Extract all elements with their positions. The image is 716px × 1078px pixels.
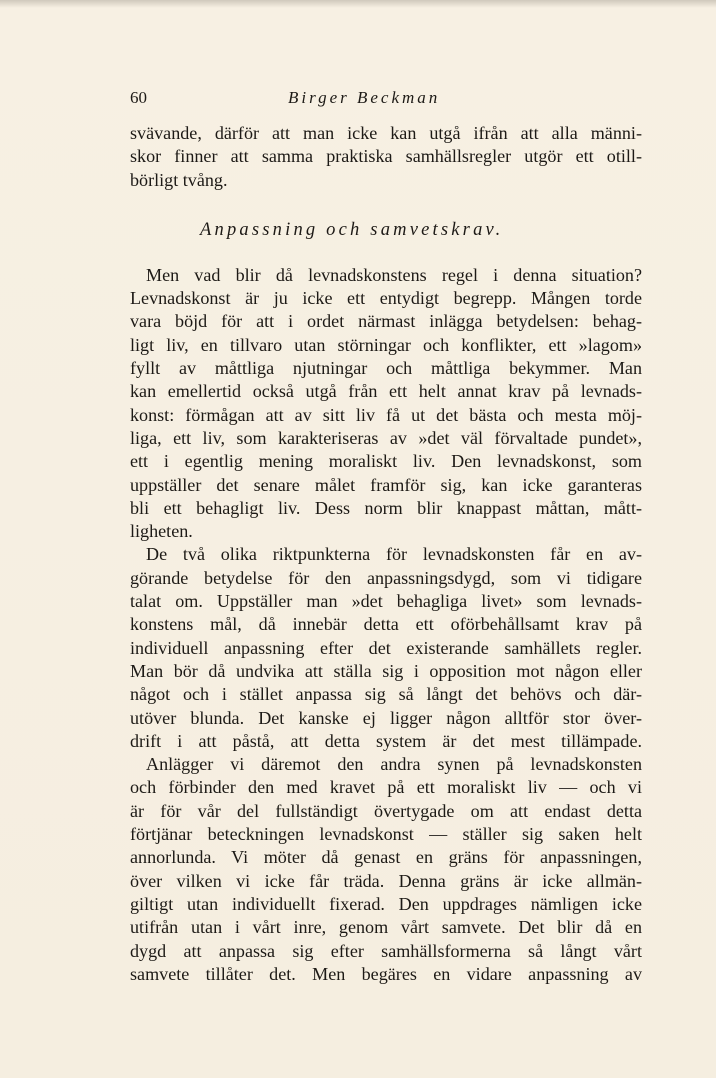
text-line: talat om. Uppställer man »det behagliga livet» som levnads- [130, 591, 642, 612]
text-line: konstens mål, då innebär detta ett oförbehållsamt krav på [130, 614, 642, 635]
text-line: Man bör då undvika att ställa sig i opposition mot någon eller [130, 660, 642, 681]
text-line: Anlägger vi däremot den andra synen på levnadskonsten [146, 754, 642, 775]
text-line: Men vad blir då levnadskonstens regel i denna situation? [146, 264, 642, 285]
text-line: något och i stället anpassa sig så långt det behövs och där- [130, 684, 642, 705]
text-line: annorlunda. Vi möter då genast en gräns för anpassningen, [130, 847, 642, 868]
text-line: förtjänar beteckningen levnadskonst — ställer sig saken helt [130, 824, 642, 845]
text-line: fyllt av måttliga njutningar och måttliga bekymmer. Man [130, 358, 642, 379]
text-line: Levnadskonst är ju icke ett entydigt begrepp. Mången torde [130, 288, 642, 309]
opening-paragraph [130, 122, 642, 192]
paragraph-3 [130, 753, 642, 986]
running-title: Birger Beckman [288, 88, 441, 107]
text-line: över vilken vi icke får träda. Denna gräns är icke allmän- [130, 870, 642, 891]
text-line: samvete tillåter det. Men begäres en vidare anpassning av [130, 963, 642, 984]
text-line: uppställer det senare målet framför sig, kan icke garanteras [130, 474, 642, 495]
text-line: ligt liv, en tillvaro utan störningar och konflikter, ett »lagom» [130, 334, 642, 355]
running-head [130, 88, 640, 112]
text-line: och förbinder den med kravet på ett moraliskt liv — och vi [130, 777, 642, 798]
text-line: ett i egentlig mening moraliskt liv. Den levnadskonst, som [130, 451, 642, 472]
text-line: bli ett behagligt liv. Dess norm blir knappast måttan, mått- [130, 497, 642, 518]
text-line: görande betydelse för den anpassningsdygd, som vi tidigare [130, 567, 642, 588]
paragraph-1 [130, 264, 642, 544]
text-line: skor finner att samma praktiska samhällsregler utgör ett otill- [130, 146, 642, 167]
text-line: svävande, därför att man icke kan utgå ifrån att alla männi- [130, 123, 642, 143]
text-line: liga, ett liv, som karakteriseras av »det väl förvaltade pundet», [130, 427, 642, 448]
text-line: drift i att påstå, att detta system är det mest tillämpade. [130, 730, 642, 751]
section-heading: Anpassning och samvetskrav. [200, 219, 504, 240]
text-line: utifrån utan i vårt inre, genom vårt samvete. Det blir då en [130, 917, 642, 938]
page-edge-shadow [0, 0, 716, 8]
text-line: dygd att anpassa sig efter samhällsformerna så långt vårt [130, 940, 642, 961]
text-line: konst: förmågan att av sitt liv få ut det bästa och mesta möj- [130, 404, 642, 425]
paragraph-2 [130, 543, 642, 753]
text-line: De två olika riktpunkterna för levnadskonsten får en av- [146, 544, 642, 565]
text-line: utöver blunda. Det kanske ej ligger någon alltför stor över- [130, 707, 642, 728]
text-line: börligt tvång. [130, 169, 228, 190]
text-line: ligheten. [130, 521, 193, 542]
page-number: 60 [130, 88, 147, 107]
text-line: kan emellertid också utgå från ett helt annat krav på levnads- [130, 381, 642, 402]
text-line: är för vår del fullständigt övertygade om att endast detta [130, 800, 642, 821]
text-line: vara böjd för att i ordet närmast inlägga betydelsen: behag- [130, 311, 642, 332]
text-line: individuell anpassning efter det existerande samhällets regler. [130, 637, 642, 658]
body-text [130, 122, 642, 986]
text-line: giltigt utan individuellt fixerad. Den uppdrages nämligen icke [130, 893, 642, 914]
